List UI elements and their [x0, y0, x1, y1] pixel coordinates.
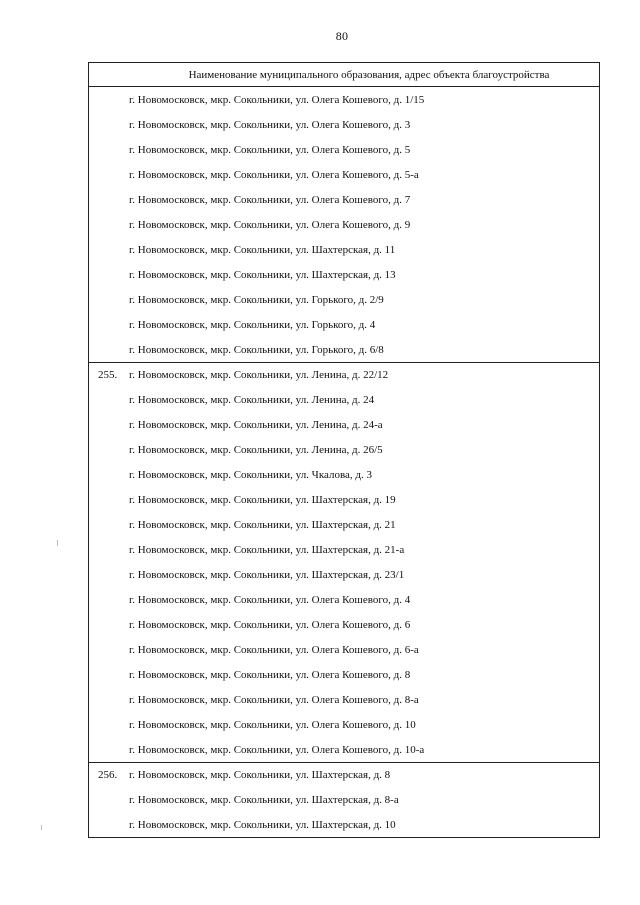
table-row — [89, 812, 599, 837]
table-row — [89, 137, 599, 162]
row-address: г. Новомосковск, мкр. Сокольники, ул. Олега Кошевого, д. 3 — [129, 118, 411, 131]
table-row — [89, 512, 599, 537]
row-address: г. Новомосковск, мкр. Сокольники, ул. Олега Кошевого, д. 9 — [129, 218, 411, 231]
row-address: г. Новомосковск, мкр. Сокольники, ул. Олега Кошевого, д. 8 — [129, 668, 411, 681]
table-header: Наименование муниципального образования, адрес объекта благоустройства — [89, 63, 599, 87]
row-address: г. Новомосковск, мкр. Сокольники, ул. Олега Кошевого, д. 6-а — [129, 643, 419, 656]
table-row — [89, 562, 599, 587]
row-number: 255. — [98, 369, 118, 381]
row-address: г. Новомосковск, мкр. Сокольники, ул. Олега Кошевого, д. 5-а — [129, 168, 419, 181]
row-address: г. Новомосковск, мкр. Сокольники, ул. Шахтерская, д. 10 — [129, 818, 396, 831]
table-row — [89, 237, 599, 262]
table-row — [89, 187, 599, 212]
table-row — [89, 737, 599, 762]
row-address: г. Новомосковск, мкр. Сокольники, ул. Ленина, д. 24 — [129, 393, 375, 406]
row-address: г. Новомосковск, мкр. Сокольники, ул. Олега Кошевого, д. 6 — [129, 618, 411, 631]
row-address: г. Новомосковск, мкр. Сокольники, ул. Шахтерская, д. 23/1 — [129, 568, 405, 581]
table-row — [89, 662, 599, 687]
table-row — [89, 387, 599, 412]
table-row — [89, 212, 599, 237]
table-row — [89, 337, 599, 362]
table-body — [89, 87, 599, 837]
table-row — [89, 537, 599, 562]
table-row — [89, 287, 599, 312]
scan-artifact — [41, 825, 42, 830]
row-address: г. Новомосковск, мкр. Сокольники, ул. Олега Кошевого, д. 4 — [129, 593, 411, 606]
table-row — [89, 462, 599, 487]
row-address: г. Новомосковск, мкр. Сокольники, ул. Ленина, д. 24-а — [129, 418, 383, 431]
row-address: г. Новомосковск, мкр. Сокольники, ул. Олега Кошевого, д. 10-а — [129, 743, 425, 756]
row-address: г. Новомосковск, мкр. Сокольники, ул. Горького, д. 2/9 — [129, 293, 384, 306]
table-row — [89, 587, 599, 612]
row-address: г. Новомосковск, мкр. Сокольники, ул. Чкалова, д. 3 — [129, 468, 373, 481]
table-row — [89, 487, 599, 512]
row-address: г. Новомосковск, мкр. Сокольники, ул. Олега Кошевого, д. 8-а — [129, 693, 419, 706]
row-address: г. Новомосковск, мкр. Сокольники, ул. Шахтерская, д. 8 — [129, 769, 391, 781]
row-address: г. Новомосковск, мкр. Сокольники, ул. Шахтерская, д. 21 — [129, 518, 396, 531]
table-row — [89, 687, 599, 712]
row-address: г. Новомосковск, мкр. Сокольники, ул. Шахтерская, д. 19 — [129, 493, 396, 506]
table-row — [89, 312, 599, 337]
row-address: г. Новомосковск, мкр. Сокольники, ул. Ленина, д. 22/12 — [129, 369, 389, 381]
scan-artifact — [57, 540, 58, 546]
row-address: г. Новомосковск, мкр. Сокольники, ул. Олега Кошевого, д. 7 — [129, 193, 411, 206]
row-address: г. Новомосковск, мкр. Сокольники, ул. Олега Кошевого, д. 10 — [129, 718, 416, 731]
table-row — [89, 412, 599, 437]
row-address: г. Новомосковск, мкр. Сокольники, ул. Ленина, д. 26/5 — [129, 443, 383, 456]
table-row — [89, 612, 599, 637]
table-row — [89, 262, 599, 287]
table-row — [89, 112, 599, 137]
row-number: 256. — [98, 769, 118, 781]
row-address: г. Новомосковск, мкр. Сокольники, ул. Шахтерская, д. 11 — [129, 243, 396, 256]
row-address: г. Новомосковск, мкр. Сокольники, ул. Шахтерская, д. 21-а — [129, 543, 405, 556]
row-address: г. Новомосковск, мкр. Сокольники, ул. Горького, д. 6/8 — [129, 343, 384, 356]
row-address: г. Новомосковск, мкр. Сокольники, ул. Шахтерская, д. 13 — [129, 268, 396, 281]
row-address: г. Новомосковск, мкр. Сокольники, ул. Горького, д. 4 — [129, 318, 376, 331]
row-address: г. Новомосковск, мкр. Сокольники, ул. Шахтерская, д. 8-а — [129, 793, 399, 806]
page-number: 80 — [335, 29, 349, 43]
table-row — [89, 637, 599, 662]
address-table — [88, 62, 600, 838]
table-row — [89, 162, 599, 187]
table-row — [89, 787, 599, 812]
table-row — [89, 712, 599, 737]
table-row — [89, 437, 599, 462]
table-row — [89, 362, 599, 387]
row-address: г. Новомосковск, мкр. Сокольники, ул. Олега Кошевого, д. 1/15 — [129, 93, 425, 106]
table-row — [89, 87, 599, 112]
row-address: г. Новомосковск, мкр. Сокольники, ул. Олега Кошевого, д. 5 — [129, 143, 411, 156]
table-row — [89, 762, 599, 787]
